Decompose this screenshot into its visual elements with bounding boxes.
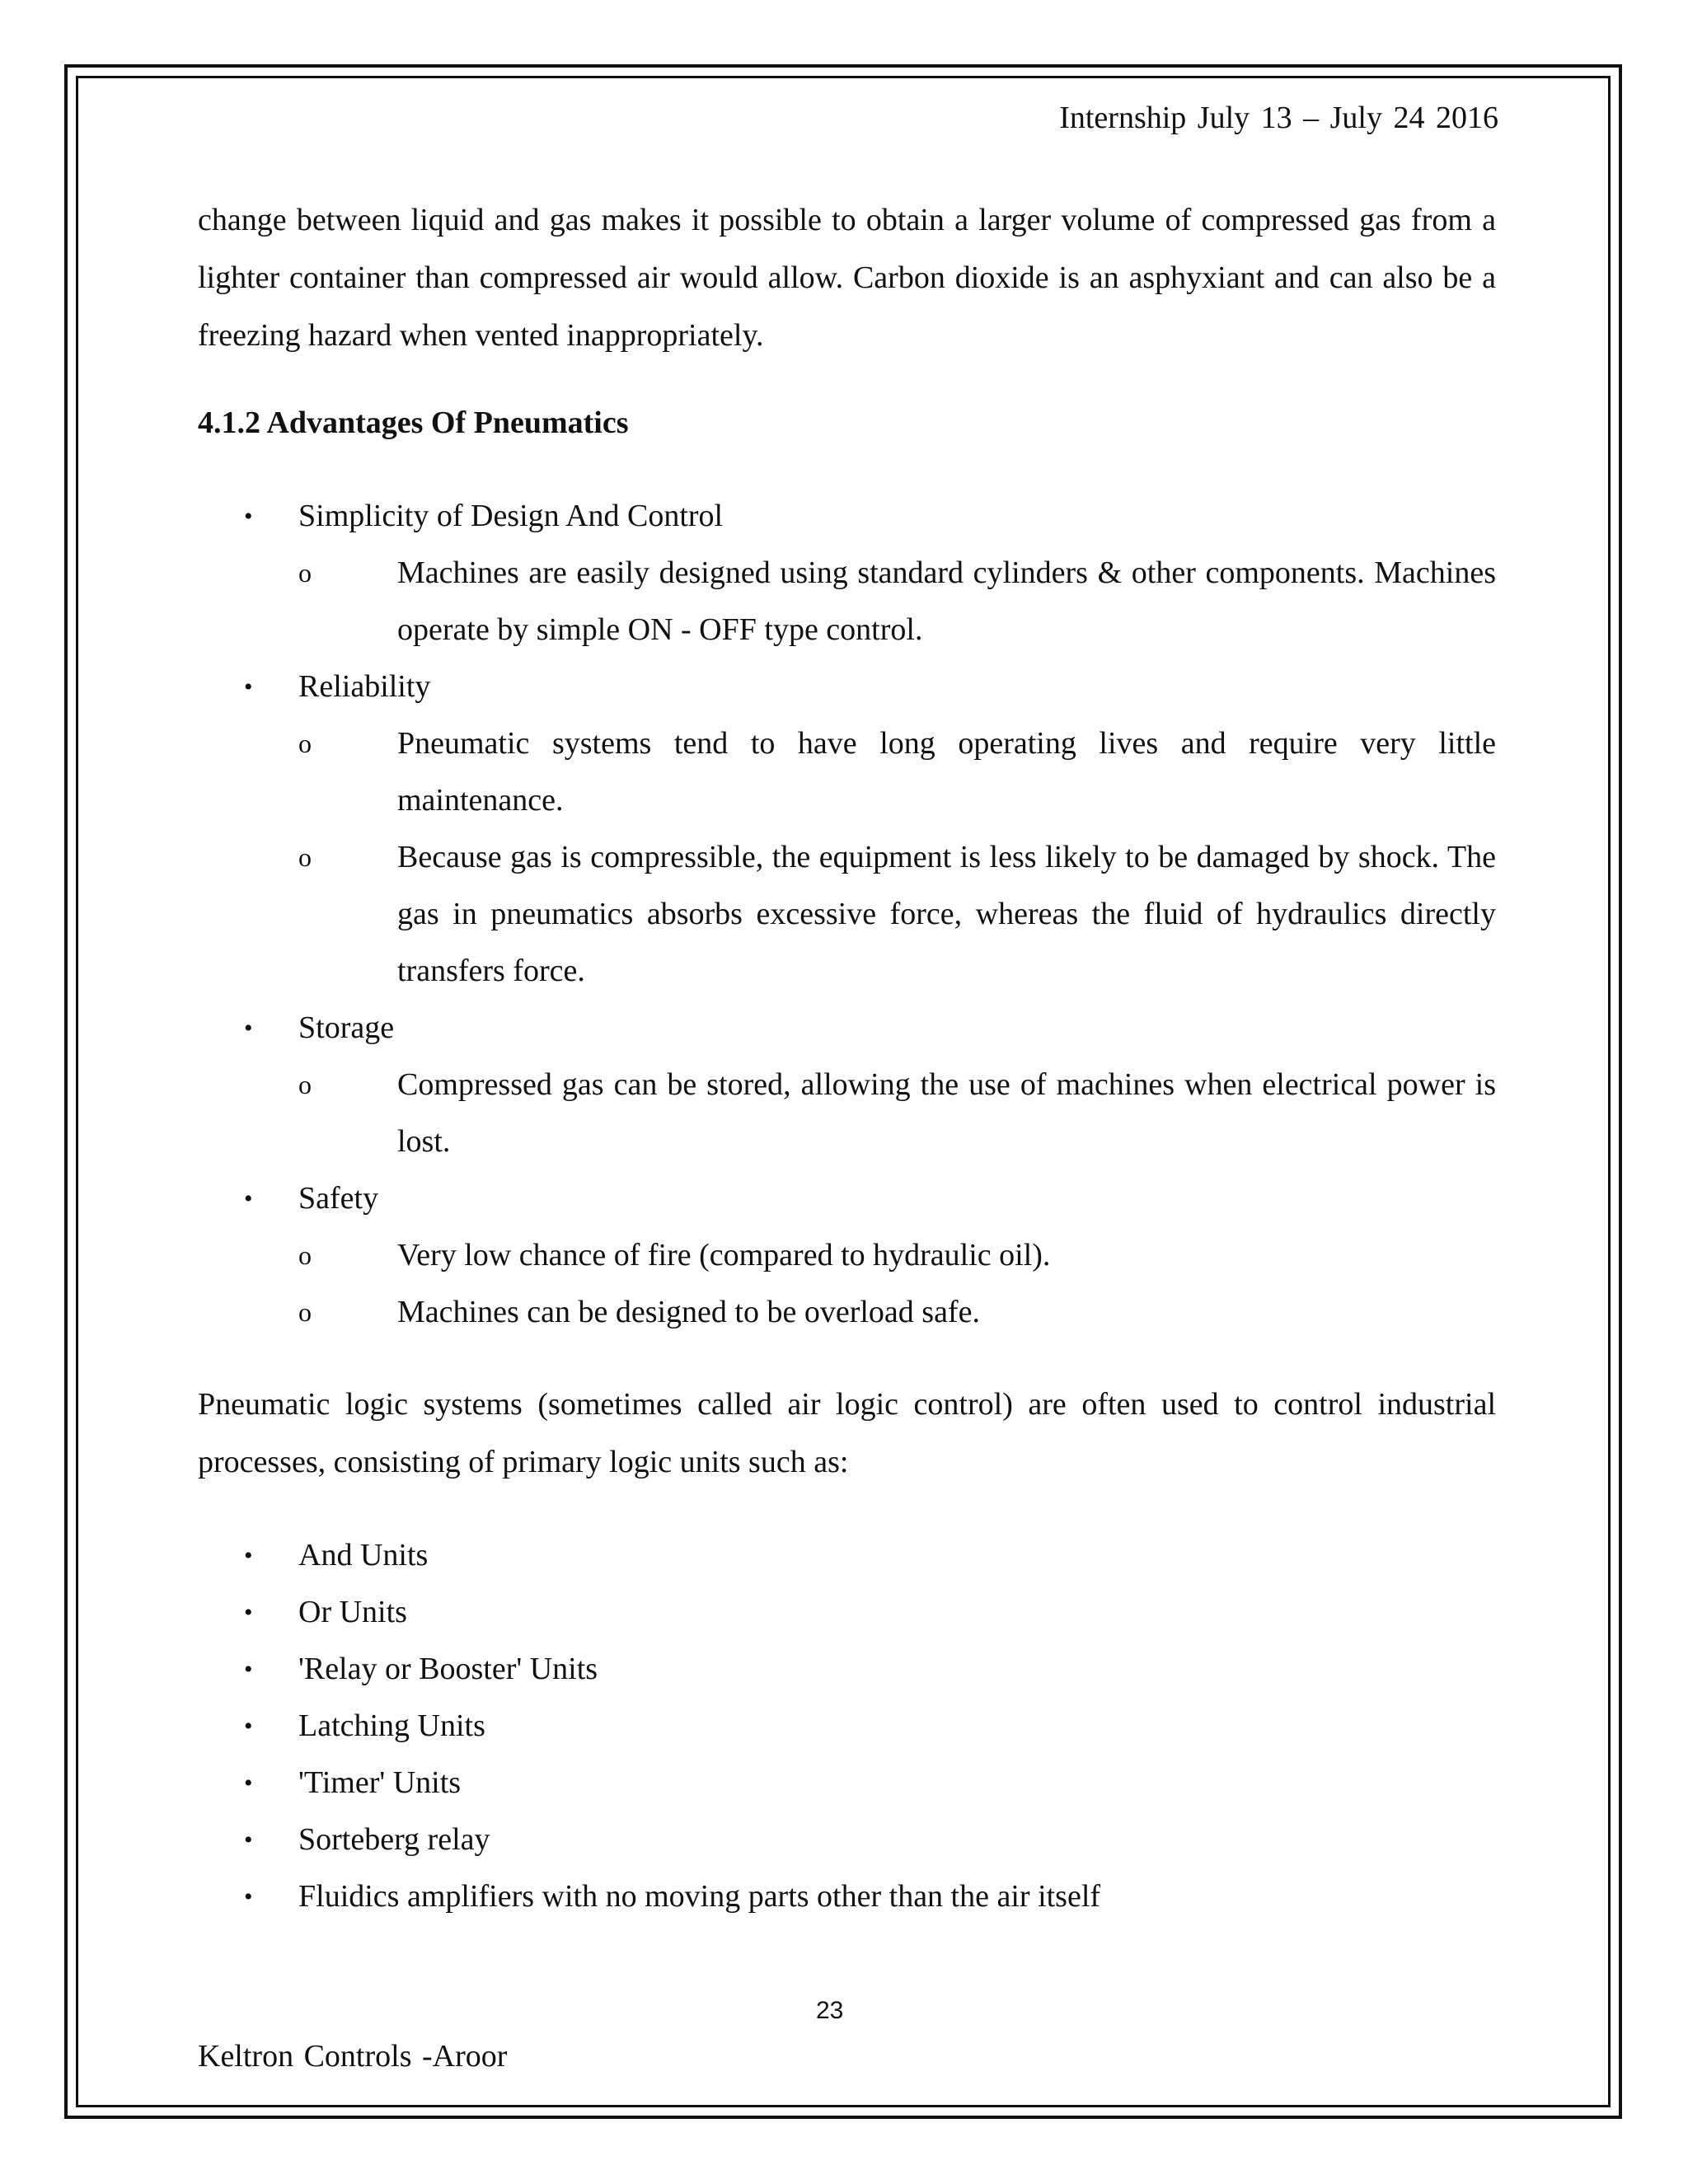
sub-bullet-icon: o — [298, 558, 312, 588]
advantage-points — [298, 545, 1496, 658]
logic-unit-item — [198, 1698, 1496, 1755]
bullet-icon: • — [244, 1769, 253, 1797]
section-heading: 4.1.2 Advantages Of Pneumatics — [198, 405, 629, 440]
page-header: Internship July 13 – July 24 2016 — [1059, 101, 1498, 135]
advantage-point — [298, 715, 1496, 829]
advantage-point — [298, 829, 1496, 1000]
bullet-icon: • — [244, 503, 253, 530]
advantage-point — [298, 545, 1496, 658]
logic-unit-text: 'Timer' Units — [298, 1765, 462, 1800]
advantage-point-text: Machines can be designed to be overload safe. — [397, 1295, 980, 1329]
advantage-title: Storage — [298, 1010, 395, 1045]
logic-unit-item — [198, 1641, 1496, 1698]
bullet-icon: • — [244, 673, 253, 701]
logic-unit-item — [198, 1584, 1496, 1641]
advantage-title: Reliability — [298, 669, 431, 704]
logic-unit-text: And Units — [298, 1538, 429, 1572]
advantage-point — [298, 1284, 1496, 1341]
logic-unit-item — [198, 1811, 1496, 1868]
logic-paragraph: Pneumatic logic systems (sometimes called air logic control) are often used to control industrial processes, consisting of primary logic units such as: — [198, 1387, 1496, 1479]
sub-bullet-icon: o — [298, 729, 312, 758]
logic-unit-text: 'Relay or Booster' Units — [298, 1652, 598, 1686]
advantage-point-text: Because gas is compressible, the equipment is less likely to be damaged by shock. The gas in pneumatics absorbs excessive force, whereas the fluid of hydraulics directly transfers force. — [397, 840, 1496, 988]
advantage-item — [198, 1170, 1496, 1341]
bullet-icon: • — [244, 1713, 253, 1740]
intro-paragraph: change between liquid and gas makes it possible to obtain a larger volume of compressed gas from a lighter container than compressed air would allow. Carbon dioxide is an asphyxiant and can also be a freezing hazard when vented inappropriately. — [198, 203, 1496, 353]
advantage-points — [298, 1227, 1496, 1341]
advantage-points — [298, 1057, 1496, 1170]
logic-unit-text: Or Units — [298, 1595, 407, 1629]
advantages-list — [198, 488, 1496, 1341]
advantage-item — [198, 658, 1496, 1000]
advantage-item — [198, 1000, 1496, 1170]
sub-bullet-icon: o — [298, 1297, 312, 1327]
bullet-icon: • — [244, 1185, 253, 1212]
logic-unit-text: Fluidics amplifiers with no moving parts other than the air itself — [298, 1879, 1101, 1914]
bullet-icon: • — [244, 1599, 253, 1626]
advantage-point — [298, 1057, 1496, 1170]
bullet-icon: • — [244, 1826, 253, 1854]
page-footer: Keltron Controls -Aroor — [198, 2039, 508, 2074]
sub-bullet-icon: o — [298, 1070, 312, 1099]
advantage-point-text: Very low chance of fire (compared to hydraulic oil). — [397, 1238, 1051, 1272]
advantage-points — [298, 715, 1496, 1000]
advantage-point-text: Compressed gas can be stored, allowing the use of machines when electrical power is lost. — [397, 1067, 1496, 1159]
logic-unit-item — [198, 1868, 1496, 1925]
advantage-title: Safety — [298, 1181, 379, 1216]
bullet-icon: • — [244, 1015, 253, 1042]
bullet-icon: • — [244, 1883, 253, 1910]
advantage-item — [198, 488, 1496, 658]
logic-unit-item — [198, 1527, 1496, 1584]
sub-bullet-icon: o — [298, 842, 312, 872]
advantage-title: Simplicity of Design And Control — [298, 499, 724, 533]
logic-unit-text: Latching Units — [298, 1708, 485, 1743]
logic-unit-text: Sorteberg relay — [298, 1822, 490, 1857]
page-content — [198, 191, 1496, 1925]
logic-unit-item — [198, 1755, 1496, 1811]
advantage-point-text: Machines are easily designed using standard cylinders & other components. Machines operate by simple ON - OFF type control. — [397, 555, 1496, 647]
bullet-icon: • — [244, 1656, 253, 1683]
logic-units-list — [198, 1527, 1496, 1925]
bullet-icon: • — [244, 1542, 253, 1569]
sub-bullet-icon: o — [298, 1240, 312, 1270]
page-number: 23 — [816, 1997, 844, 2024]
advantage-point-text: Pneumatic systems tend to have long operating lives and require very little maintenance. — [397, 726, 1496, 818]
advantage-point — [298, 1227, 1496, 1284]
